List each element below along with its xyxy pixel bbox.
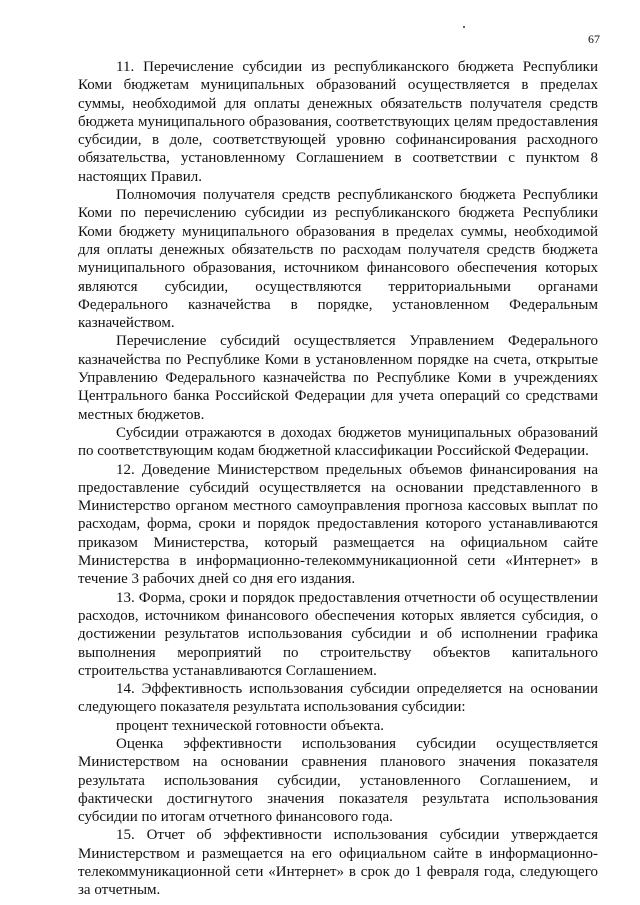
- paragraph-14: 14. Эффективность использования субсидии определяется на основании следующего показателя результата использования субсидии:: [78, 681, 598, 716]
- paragraph-15: 15. Отчет об эффективности использования субсидии утверждается Министерством и размещается на его официальном сайте в информационно-телекоммуникационной сети «Интернет» в срок до 1 февраля года, следующего за отчетным.: [78, 827, 598, 899]
- paragraph-11-transfer: Перечисление субсидий осуществляется Управлением Федерального казначейства по Республике Коми в установленном порядке на счета, открытые Управлению Федерального казначейства по Республике Коми в учреждениях Центрального банка Российской Федерации для учета операций со средствами местных бюджетов.: [78, 333, 598, 423]
- paragraph-12: 12. Доведение Министерством предельных объемов финансирования на предоставление субсидий осуществляется на основании представленного в Министерство органом местного самоуправления прогноза кассовых выплат по расходам, форма, сроки и порядок предоставления которого устанавливаются приказом Министерства, который размещается на официальном сайте Министерства в информационно-телекоммуникационной сети «Интернет» в течение 3 рабочих дней со дня его издания.: [78, 461, 598, 588]
- scan-speck: [463, 26, 465, 28]
- paragraph-13: 13. Форма, сроки и порядок предоставления отчетности об осуществлении расходов, источником финансового обеспечения которых является субсидия, о достижении результатов использования субсидии и об исполнении графика выполнения мероприятий по строительству объектов капитального строительства устанавливаются Соглашением.: [78, 589, 598, 679]
- paragraph-14-evaluation: Оценка эффективности использования субсидии осуществляется Министерством на основании сравнения планового значения показателя результата использования субсидии, установленного Соглашением, и фактически достигнутого значения показателя результата использования субсидии по итогам отчетного финансового года.: [78, 735, 598, 826]
- paragraph-11: 11. Перечисление субсидии из республиканского бюджета Республики Коми бюджетам муниципальных образований осуществляется в пределах суммы, необходимой для оплаты денежных обязательств получателя средств бюджета муниципального образования, соответствующих целям предоставления субсидии, в доле, соответствующей уровню софинансирования расходного обязательства, установленному Соглашением в соответствии с пунктом 8 настоящих Правил.: [78, 59, 598, 185]
- body-text: [78, 58, 598, 900]
- paragraph-14-indicator: процент технической готовности объекта.: [116, 717, 384, 734]
- page-number: 67: [588, 32, 600, 46]
- paragraph-11-income: Субсидии отражаются в доходах бюджетов муниципальных образований по соответствующим кодам бюджетной классификации Российской Федерации.: [78, 424, 598, 460]
- paragraph-11-powers: Полномочия получателя средств республиканского бюджета Республики Коми по перечислению субсидии из республиканского бюджета Республики Коми бюджету муниципального образования в пределах суммы, необходимой для оплаты денежных обязательств по расходам получателя средств бюджета муниципального образования, источником финансового обеспечения которых являются субсидии, осуществляются территориальными органами Федерального казначейства в порядке, установленном Федеральным казначейством.: [78, 187, 598, 332]
